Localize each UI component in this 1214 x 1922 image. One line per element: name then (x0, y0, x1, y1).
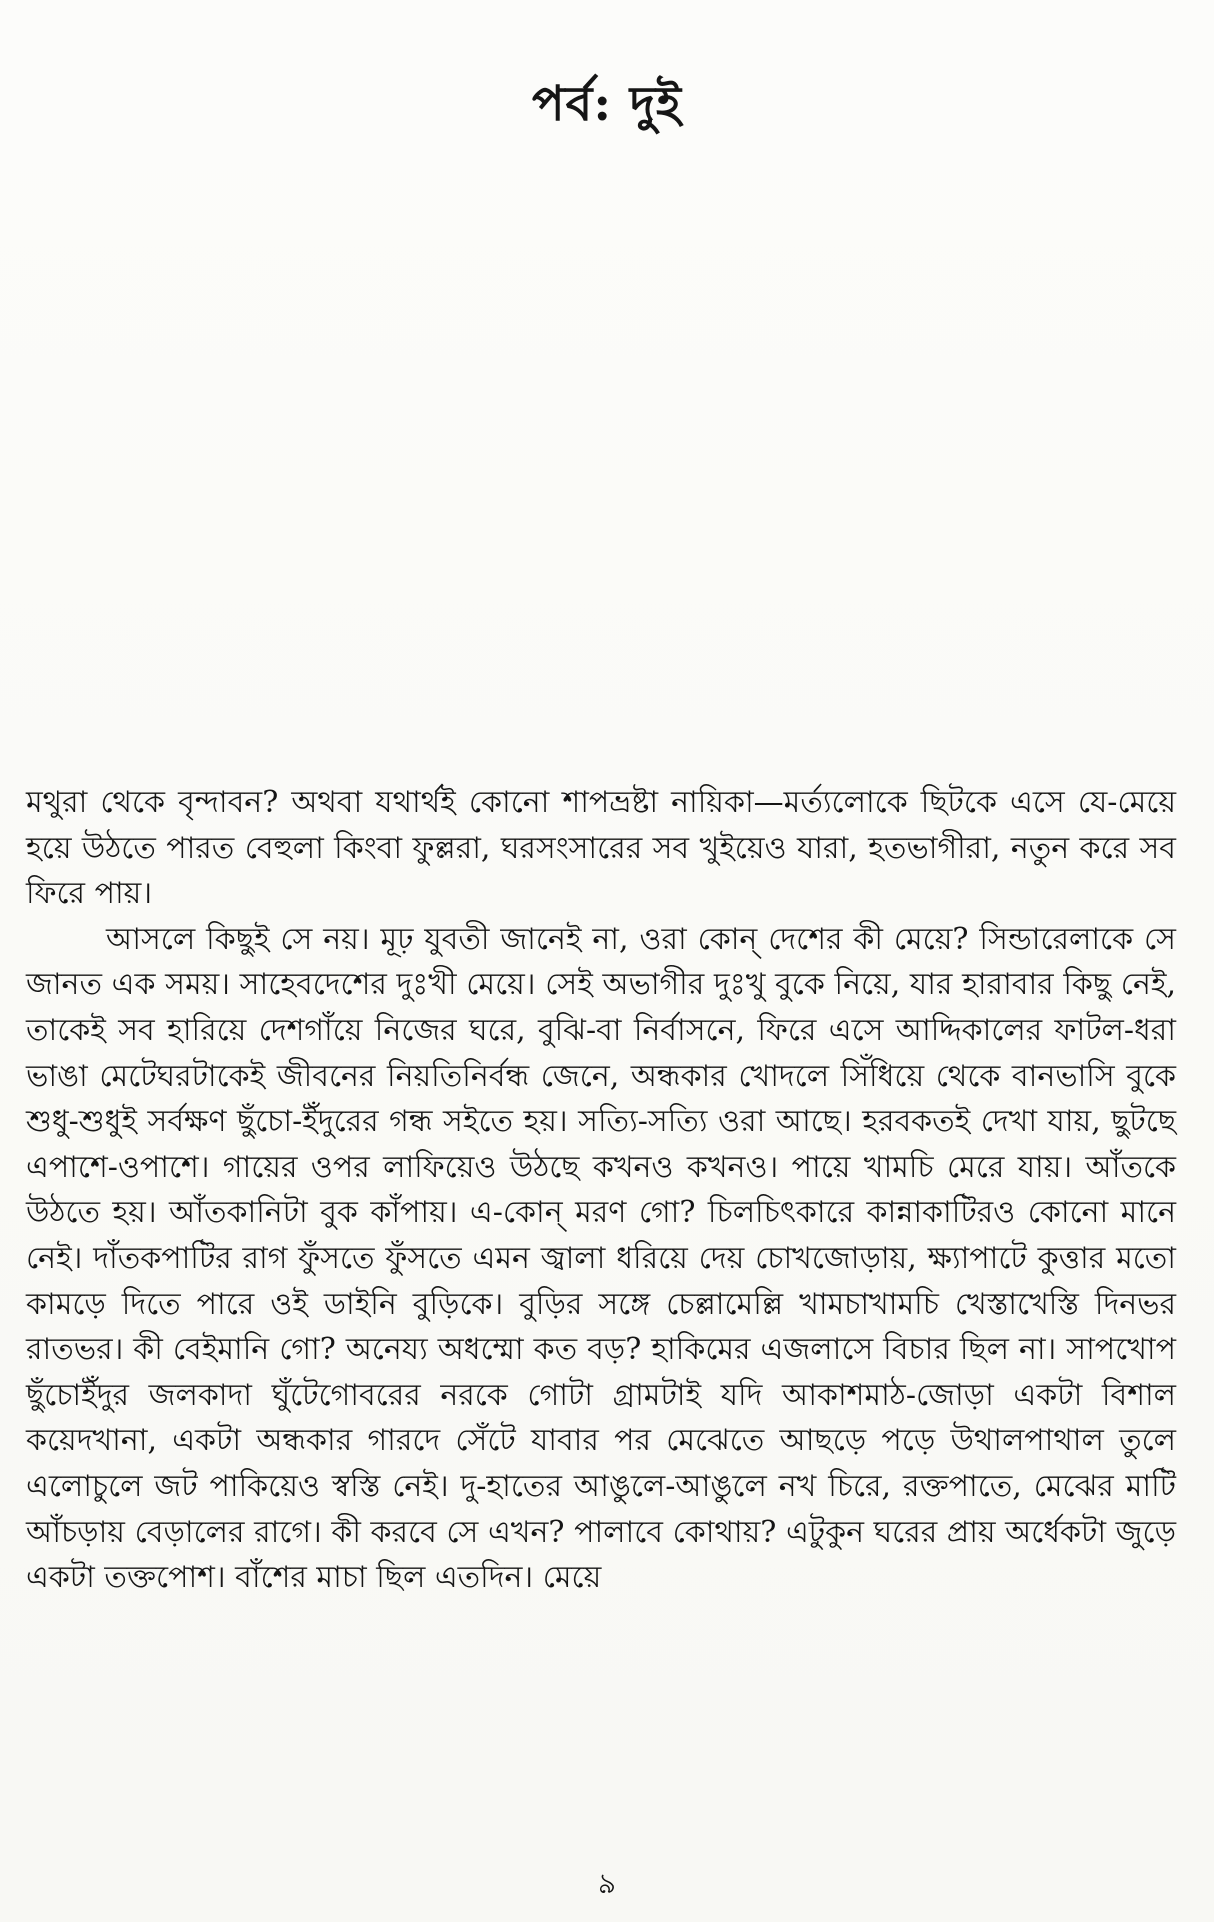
chapter-title: পর্ব: দুই (532, 76, 682, 132)
page-number: ৯ (597, 1867, 617, 1900)
body-text (26, 780, 1176, 1601)
paragraph-2: আসলে কিছুই সে নয়। মূঢ় যুবতী জানেই না, ওরা কোন্ দেশের কী মেয়ে? সিন্ডারেলাকে সে জানত এক সময়। সাহেবদেশের দুঃখী মেয়ে। সেই অভাগীর দুঃখু বুকে নিয়ে, যার হারাবার কিছু নেই, তাকেই সব হারিয়ে দেশগাঁয়ে নিজের ঘরে, বুঝি-বা নির্বাসনে, ফিরে এসে আদ্দিকালের ফাটল-ধরা ভাঙা মেটেঘরটাকেই জীবনের নিয়তিনির্বন্ধ জেনে, অন্ধকার খোদলে সিঁধিয়ে থেকে বানভাসি বুকে শুধু-শুধুই সর্বক্ষণ ছুঁচো-ইঁদুরের গন্ধ সইতে হয়। সত্যি-সত্যি ওরা আছে। হরবকতই দেখা যায়, ছুটছে এপাশে-ওপাশে। গায়ের ওপর লাফিয়েও উঠছে কখনও কখনও। পায়ে খামচি মেরে যায়। আঁতকে উঠতে হয়। আঁতকানিটা বুক কাঁপায়। এ-কোন্ মরণ গো? চিলচিৎকারে কান্নাকাটিরও কোনো মানে নেই। দাঁতকপাটির রাগ ফুঁসতে ফুঁসতে এমন জ্বালা ধরিয়ে দেয় চোখজোড়ায়, ক্ষ্যাপাটে কুত্তার মতো কামড়ে দিতে পারে ওই ডাইনি বুড়িকে। বুড়ির সঙ্গে চেল্লামেল্লি খামচাখামচি খেস্তাখেস্তি দিনভর রাতভর। কী বেইমানি গো? অনেয্য অধম্মো কত বড়? হাকিমের এজলাসে বিচার ছিল না। সাপখোপ ছুঁচোইঁদুর জলকাদা ঘুঁটেগোবরের নরকে গোটা গ্রামটাই যদি আকাশমাঠ-জোড়া একটা বিশাল কয়েদখানা, একটা অন্ধকার গারদে সেঁটে যাবার পর মেঝেতে আছড়ে পড়ে উথালপাথাল তুলে এলোচুলে জট পাকিয়েও স্বস্তি নেই। দু-হাতের আঙুলে-আঙুলে নখ চিরে, রক্তপাতে, মেঝের মাটি আঁচড়ায় বেড়ালের রাগে। কী করবে সে এখন? পালাবে কোথায়? এটুকুন ঘরের প্রায় অর্ধেকটা জুড়ে একটা তক্তপোশ। বাঁশের মাচা ছিল এতদিন। মেয়ে (26, 921, 1176, 1596)
paragraph-1: মথুরা থেকে বৃন্দাবন? অথবা যথার্থই কোনো শাপভ্রষ্টা নায়িকা—মর্ত্যলোকে ছিটকে এসে যে-মেয়ে হয়ে উঠতে পারত বেহুলা কিংবা ফুল্লরা, ঘরসংসারের সব খুইয়েও যারা, হতভাগীরা, নতুন করে সব ফিরে পায়। (26, 785, 1176, 912)
